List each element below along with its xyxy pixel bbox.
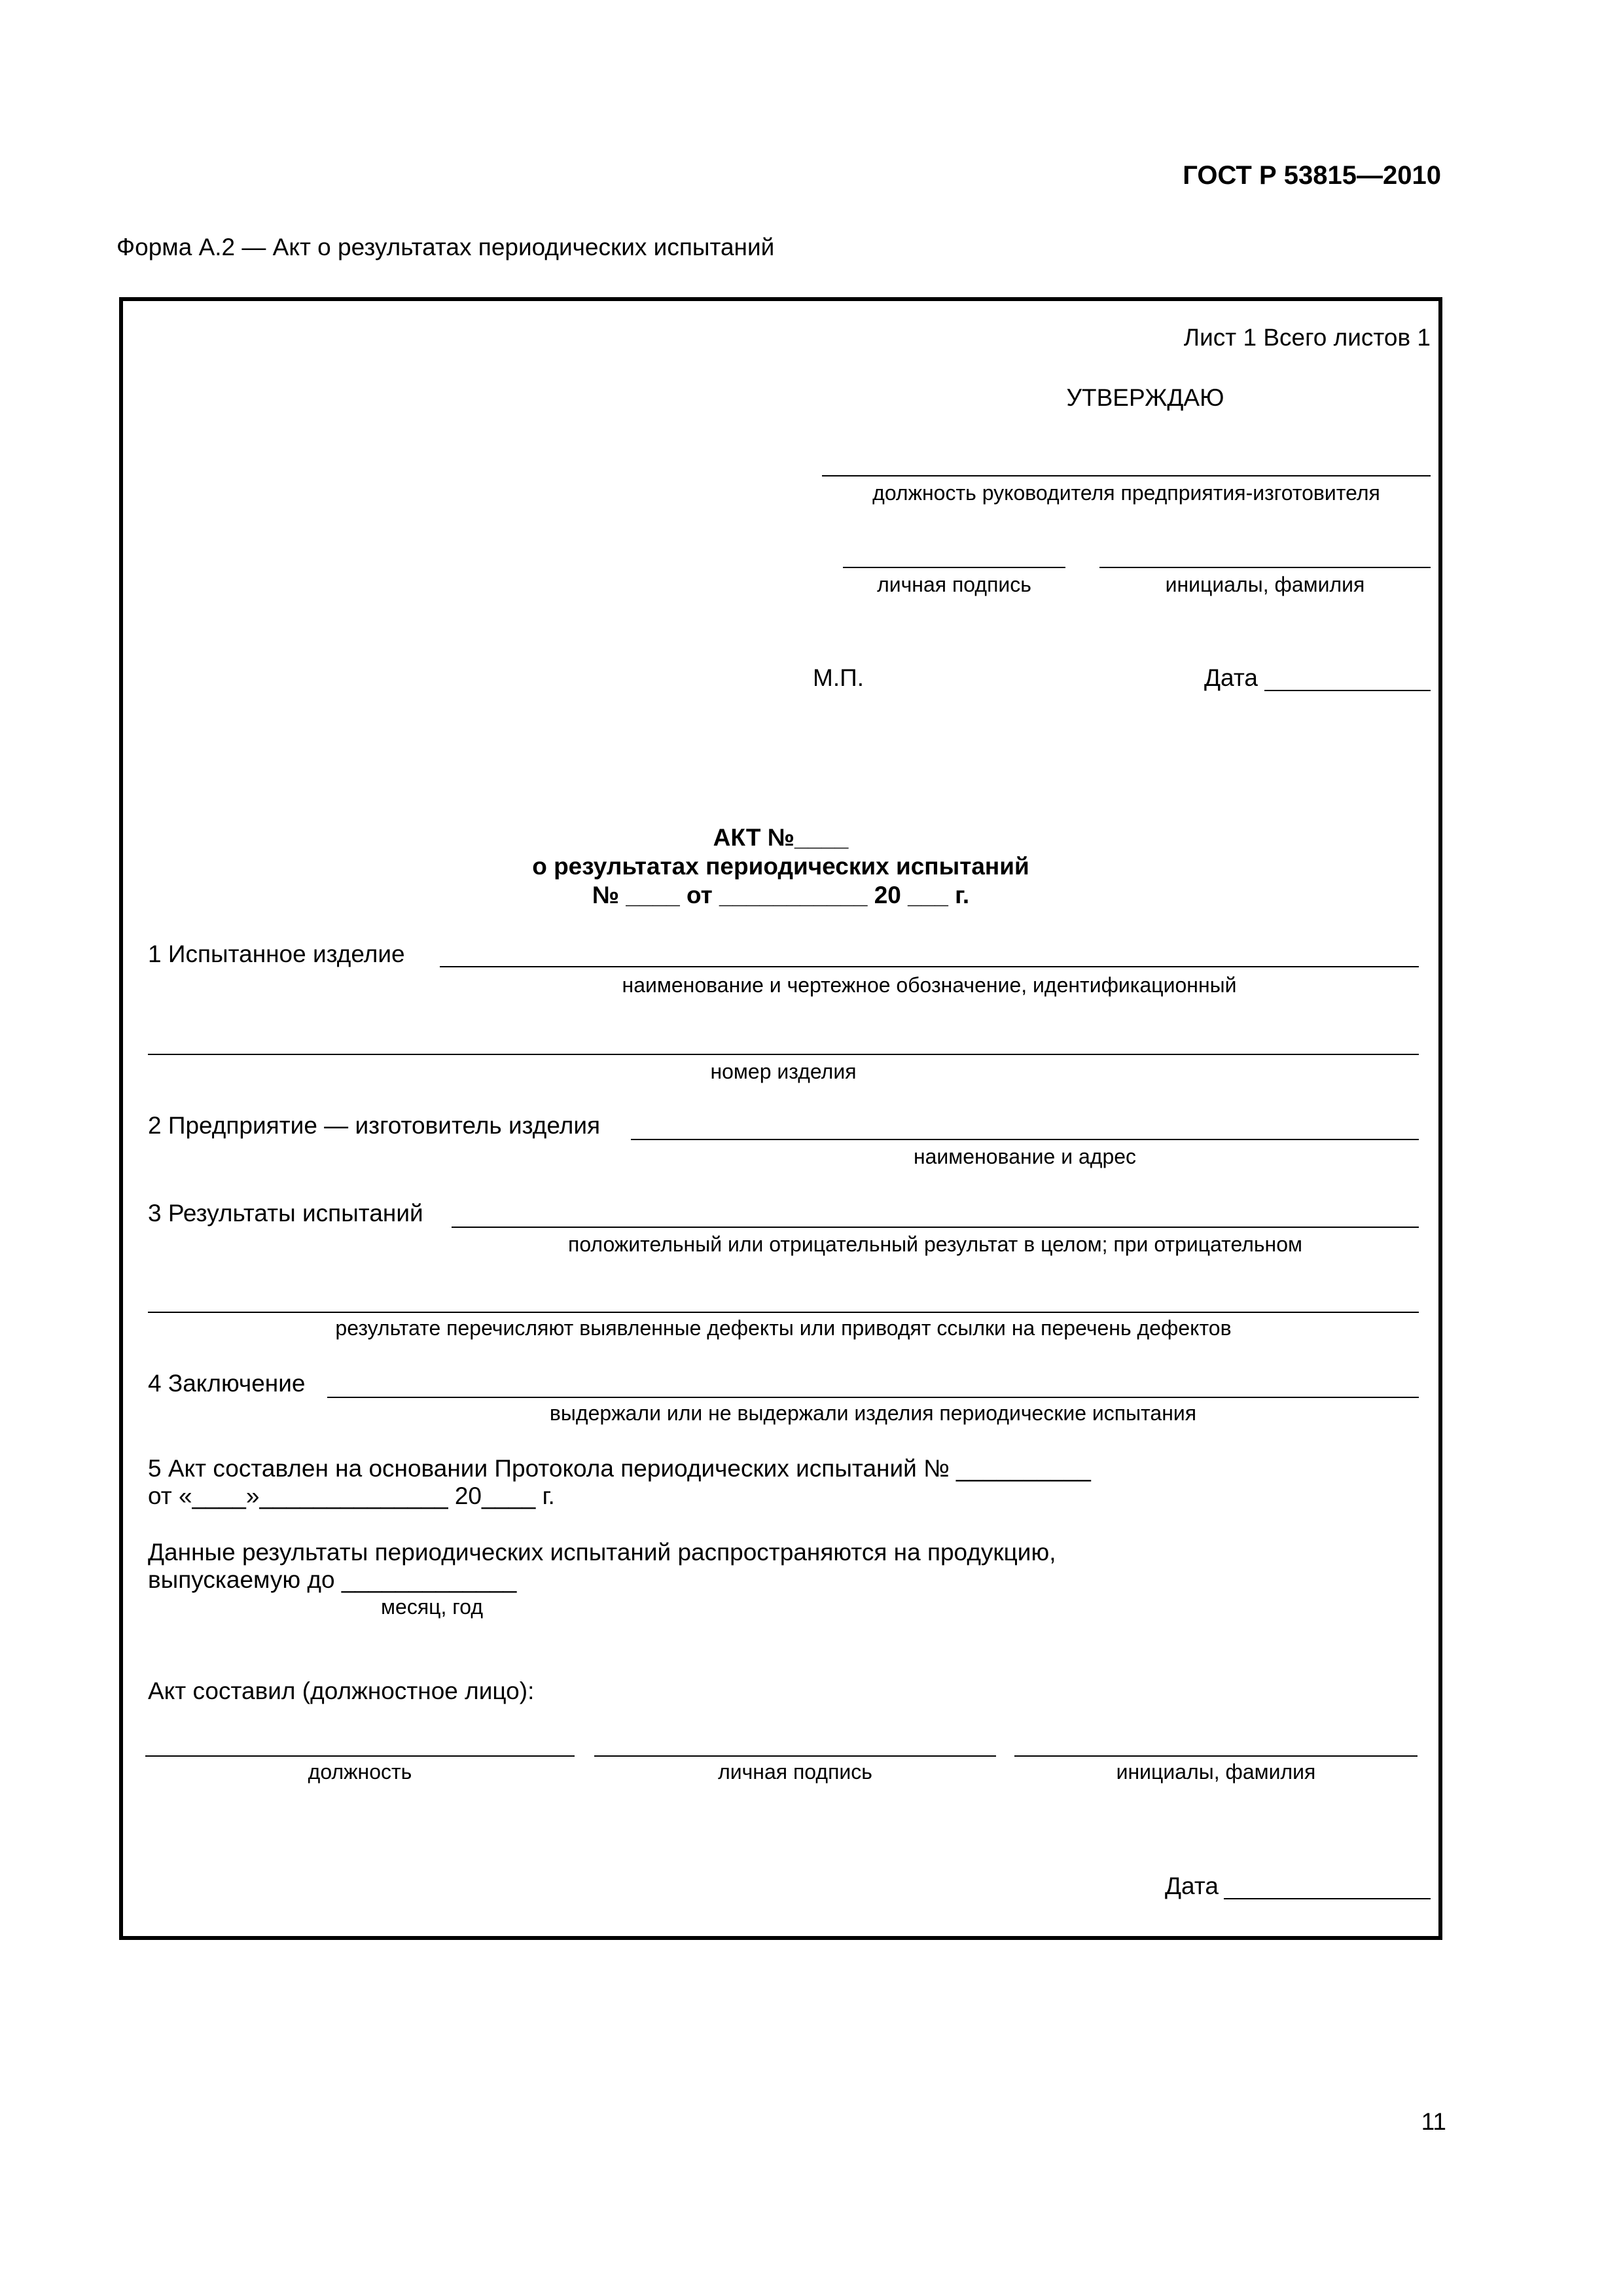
- item2-caption: наименование и адрес: [913, 1145, 1137, 1168]
- compiler-signature-line: [594, 1755, 996, 1757]
- item2-line: [631, 1139, 1419, 1140]
- page-number: 11: [1421, 2108, 1446, 2135]
- item4-label: 4 Заключение: [148, 1370, 306, 1397]
- item3-caption2: результате перечисляют выявленные дефекты или приводят ссылки на перечень дефектов: [335, 1316, 1232, 1340]
- item1-caption1: наименование и чертежное обозначение, идентификационный: [622, 973, 1237, 997]
- compiler-position-caption: должность: [308, 1760, 412, 1784]
- standard-number: ГОСТ Р 53815—2010: [1183, 161, 1441, 190]
- validity-line2: выпускаемую до _____________: [148, 1566, 517, 1593]
- signature-line: [843, 567, 1065, 568]
- signature-caption: личная подпись: [877, 573, 1031, 596]
- compiler-position-line: [145, 1755, 575, 1757]
- item4-line: [327, 1397, 1419, 1398]
- validity-line1: Данные результаты периодических испытаний распространяются на продукцию,: [148, 1539, 1056, 1566]
- compiler-name-line: [1014, 1755, 1418, 1757]
- compiler-date-line: [1224, 1898, 1431, 1899]
- compiler-signature-caption: личная подпись: [718, 1760, 872, 1784]
- item3-caption1: положительный или отрицательный результат в целом; при отрицательном: [567, 1232, 1302, 1256]
- item5-line2: от «____»______________ 20____ г.: [148, 1482, 555, 1509]
- act-subtitle: о результатах периодических испытаний: [532, 853, 1029, 880]
- form-caption: Форма А.2 — Акт о результатах периодических испытаний: [116, 234, 775, 260]
- item5-line1: 5 Акт составлен на основании Протокола периодических испытаний № __________: [148, 1455, 1091, 1482]
- sheet-count: Лист 1 Всего листов 1: [1183, 324, 1431, 351]
- compiler-name-caption: инициалы, фамилия: [1116, 1760, 1316, 1784]
- approval-date-label: Дата: [1204, 664, 1258, 691]
- name-line: [1099, 567, 1431, 568]
- item3-line2: [148, 1312, 1419, 1313]
- item3-line1: [452, 1227, 1419, 1228]
- compiler-date-label: Дата: [1165, 1873, 1219, 1899]
- position-line: [822, 475, 1431, 476]
- position-caption: должность руководителя предприятия-изготовителя: [872, 481, 1380, 505]
- act-number-date: № ____ от ___________ 20 ___ г.: [592, 882, 970, 908]
- validity-caption: месяц, год: [381, 1595, 483, 1619]
- approval-date-line: [1264, 690, 1431, 691]
- item1-label: 1 Испытанное изделие: [148, 941, 405, 967]
- name-caption: инициалы, фамилия: [1165, 573, 1365, 596]
- item1-line1: [440, 966, 1419, 967]
- act-title: АКТ №____: [713, 824, 849, 851]
- item1-caption2: номер изделия: [710, 1060, 857, 1083]
- item1-line2: [148, 1054, 1419, 1055]
- stamp-label: М.П.: [813, 664, 864, 691]
- item4-caption: выдержали или не выдержали изделия периодические испытания: [549, 1401, 1197, 1425]
- item3-label: 3 Результаты испытаний: [148, 1200, 423, 1227]
- approve-label: УТВЕРЖДАЮ: [1066, 384, 1224, 411]
- compiler-label: Акт составил (должностное лицо):: [148, 1677, 535, 1704]
- item2-label: 2 Предприятие — изготовитель изделия: [148, 1112, 601, 1139]
